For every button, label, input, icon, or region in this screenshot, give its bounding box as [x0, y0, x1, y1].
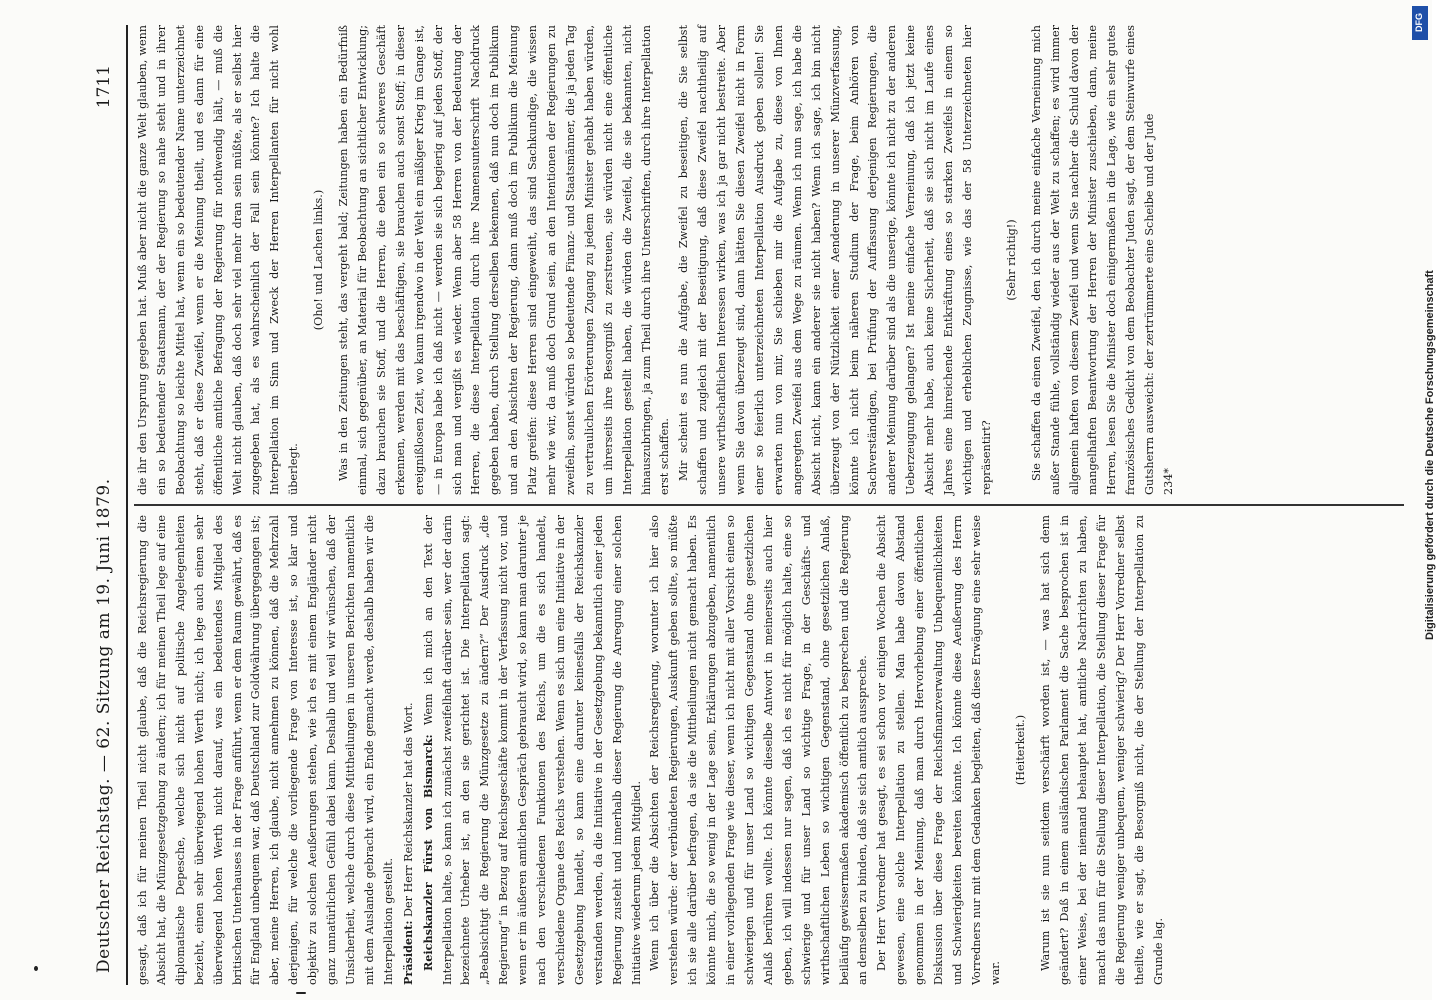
- paragraph: [419, 515, 647, 985]
- left-text-column: [134, 515, 1404, 985]
- speaker-name: Reichskanzler Fürst von Bismarck:: [420, 734, 435, 971]
- interjection: (Oho! und Lachen links.): [312, 189, 326, 331]
- paragraph-text: Wenn ich mich an den Text der Interpellation halte, so kann ich zunächst zweifelhaft darüber sein, wer der darin bezeichnete Urheber ist, an den sie gerichtet ist. Die Interpellation sagt: „Beabsichtigt die Regierung die Münzgesetze zu ändern?“ Der Ausdruck „die Regierung“ in Bezug auf Reichsgeschäfte kommt in der Verfassung nicht vor, und wenn er im äußeren amtlichen Gespräch gebraucht wird, so kann man darunter je nach den verschiedenen Funktionen des Reichs, um die es sich handelt, verschiedene Organe des Reichs verstehen. Wenn es sich um eine Initiative in der Gesetzgebung handelt, so kann eine darunter keinesfalls der Reichskanzler verstanden werden, da die Initiative in der Gesetzgebung bekanntlich einer jeden Regierung zusteht und innerhalb dieser Regierung die Anregung einer solchen Initiative wiederum jedem Mitglied.: [421, 514, 643, 985]
- paragraph-text: Der Herr Vorredner hat gesagt, es sei schon vor einigen Wochen die Absicht gewesen, eine solche Interpellation zu stellen. Man habe davon Abstand genommen in der Meinung, daß man durch Hervorhebung einer öffentlichen Diskussion über diese Frage der Reichsfinanzverwaltung Unbequemlichkeiten und Schwierigkeiten bereiten könnte. Ich könnte diese Aeußerung des Herrn Vorredners nur mit dem Gedanken begleiten, daß diese Erwägung eine sehr weise war.: [875, 515, 1002, 985]
- digitization-credit: Digitalisierung gefördert durch die Deutsche Forschungsgemeinschaft: [1424, 270, 1436, 640]
- header-rule: [126, 25, 128, 985]
- paragraph-text: 234*: [1162, 468, 1176, 495]
- page-number: 1711: [94, 65, 114, 109]
- scan-speck: [296, 992, 306, 994]
- paragraph: [1160, 25, 1179, 495]
- interjection: (Heiterkeit.): [1013, 714, 1027, 786]
- paragraph-text: Warum ist sie nun seitdem verschärft worden ist, — was hat sich denn geändert? Daß in einem ausländischen Parlament die Sache besprochen ist in einer Weise, bei der niemand behauptet hat, amtliche Nachrichten zu haben, macht das nun für die Stellung dieser Interpellation, die Stellung dieser Frage für die Regierung weniger unbequem, weniger schwierig? Der Herr Vorredner selbst theilte, wie er sagt, die Besorgniß nicht, die der Stellung der Interpellation zu Grunde lag.: [1038, 515, 1166, 985]
- paragraph: [134, 515, 399, 985]
- paragraph-text: die ihr den Ursprung gegeben hat. Muß aber nicht die ganze Welt glauben, wenn ein so bedeutender Staatsmann, der der Regierung so nahe steht und in ihrer Beobachtung so leichte Mittel hat, wenn ein so bedeutender Name unterzeichnet steht, daß er diese Zweifel, wenn er die Meinung theilt, und es dann für eine öffentliche amtliche Befragung der Regierung für nothwendig hält, — muß die Welt nicht glauben, daß doch sehr viel mehr dran sein müßte, als er selbst hier zugegeben hat, als es wahrscheinlich der Fall sein könnte? Ich halte die Interpellation im Sinn und Zweck der Herren Interpellanten für nicht wohl überlegt.: [136, 25, 301, 495]
- paragraph-text: Sie schaffen da einen Zweifel, den ich durch meine einfache Verneinung mich außer Stande fühle, vollständig wieder aus der Welt zu schaffen; es wird immer allgemein haften von diesem Zweifel und wenn Sie nachher die Schuld davon der mangelhaften Beantwortung der Herren der Minister zuschieben, dann, meine Herren, lesen Sie die Minister doch einigermaßen in die Lage, wie ein sehr gutes französisches Gedicht von dem Beobachter Juden sagt, der dem Steinwurfe eines Gutsherrn ausweicht: der zertrümmerte eine Scheibe und der Jude: [1029, 25, 1157, 495]
- paragraph-text: Was in den Zeitungen steht, das vergeht bald; Zeitungen haben ein Bedürfniß einmal, sich gegenüber, an Material für Beobachtung an sichtlicher Entwicklung; dazu brauchen sie Stoff, und die Herren, die eben ein so schweres Geschäft erkennen, werden mit das beschäftigen, sie brauchen auch sonst Stoff; in dieser ereignißlosen Zeit, wo kaum irgendwo in der Welt ein mäßiger Krieg im Gange ist, — in Europa habe ich daß nicht — werden sie sich begierig auf jeden Stoff, der sich man und vergißt es wieder. Wenn aber 58 Herren von der Bedeutung der Herren, die diese Interpellation durch ihre Namensunterschrift Nachdruck gegeben haben, durch Stellung derselben bekennen, daß nun doch im Publikum und an den Absichten der Regierung, dann muß doch im Publikum die Meinung Platz greifen: diese Herren sind eingeweiht, das sind Sachkundige, die wissen mehr wie wir, da muß doch Grund sein, an den Intentionen der Regierungen zu zweifeln, sonst würden so bedeutende Finanz- und Staatsmänner, die ja jeden Tag zu vertraulichen Erörterungen Zugang zu jedem Minister gehabt haben würden, um ihrerseits ihre Besorgniß zu zerstreuen, sie würden nicht eine öffentliche Interpellation gestellt haben, die würden die Zweifel, die sie bekannten, nicht hinauszubringen, ja zum Theil durch ihre Unterschriften, durch ihre Interpellation erst schaffen.: [337, 25, 672, 495]
- paragraph-text: Mir scheint es nun die Aufgabe, die Zweifel zu beseitigen, die Sie selbst schaffen und zugleich mit der Beseitigung, daß diese Zweifel nachtheilig auf unsere wirthschaftlichen Interessen wirken, was ich ja gar nicht bestreite. Aber wenn Sie davon überzeugt sind, dann hätten Sie diesen Zweifel nicht in Form einer so feierlich unterzeichneten Interpellation Ausdruck geben sollen! Sie erwarten nun von mir, Sie schieben mir die Aufgabe zu, diese von Ihnen angeregten Zweifel aus dem Wege zu räumen. Wenn ich nun sage, ich habe die Absicht nicht, kann ein anderer sie nicht haben? Wenn ich sage, ich bin nicht überzeugt von der Nützlichkeit einer Aenderung in unserer Münzverfassung, könnte ich nicht beim näheren Studium der Frage, beim Anhören von Sachverständigen, bei Prüfung der Auffassung derjenigen Regierungen, die anderer Meinung darüber sind als die unserige, könnte ich nicht zu der anderen Ueberzeugung gelangen? Ist meine einfache Verneinung, daß ich jetzt keine Absicht mehr habe, auch keine Sicherheit, daß sie sich nicht im Laufe eines Jahres eine hinreichende Entkräftung eines so starken Zweifels in einem so wichtigen und erheblichen Zeugnisse, wie das der 58 Unterzeichneten hier repräsentirt?: [677, 25, 993, 495]
- paragraph: [399, 515, 419, 985]
- running-title: Deutscher Reichstag. — 62. Sitzung am 19. Juni 1879.: [94, 478, 114, 973]
- paragraph: [134, 25, 304, 495]
- paragraph: [335, 25, 675, 495]
- rotated-document-page: [90, 25, 1420, 985]
- paragraph-text: gesagt, daß ich für meinen Theil nicht glaube, daß die Reichsregierung die Absicht hat, die Münzgesetzgebung zu ändern; ich für meinen Theil lege auf eine diplomatische Depesche, welche sich nicht auf politische Angelegenheiten bezieht, einen sehr überwiegend hohen Werth nicht; ich lege auch einen sehr überwiegend hohen Werth nicht darauf, was ein bedeutendes Mitglied des britischen Unterhauses in der Frage anführt, wenn er dem Raum gewährt, daß es für England unbequem war, daß Deutschland zur Goldwährung übergegangen ist; aber, meine Herren, ich glaube, nicht annehmen zu können, daß die Mehrzahl derjenigen, für welche die vorliegende Frage von Interesse ist, so klar und objektiv zu solchen Aeußerungen stehen, wie ich es mit einem Engländer nicht ganz unnatürlichen Gefühl dabei kann. Deshalb und weil wir wünschen, daß der Unsicherheit, welche durch diese Mittheilungen in unseren Berichten namentlich mit dem Auslande gebracht wird, ein Ende gemacht werde, deshalb haben wir die Interpellation gestellt.: [136, 515, 395, 985]
- digitization-sidebar: [1404, 40, 1436, 1000]
- dfg-logo: DFG: [1412, 6, 1428, 40]
- paragraph-text: Wenn ich über die Absichten der Reichsregierung, worunter ich hier also verstehen würde: der verbündeten Regierungen, Auskunft geben sollte, so müßte ich sie alle darüber befragen, da sie die Mittheilungen nicht gemacht haben. Es könnte mich, die so wenig in der Lage sein, Erklärungen abzugeben, namentlich in einer vorliegenden Frage wie dieser, wenn ich nicht mit aller Vorsicht einen so schwierigen und für unser Land so wichtigen Gegenstand ohne gesetzlichen Anlaß berühren wollte. Ich könnte dieselbe Antwort in meinerseits auch hier geben, ich will indessen nur sagen, daß ich es nicht für möglich halte, eine so schwierige und für unser Land so wichtige Frage, in der Geschäfts- und wirthschaftlichen Leben so wichtigen Gegenstand, ohne gesetzlichen Anlaß, beiläufig gewissermaßen akademisch öffentlich zu besprechen und die Regierung an demselben zu binden, daß sie sich amtlich ausspreche.: [648, 515, 870, 985]
- page-header: [90, 25, 124, 985]
- scan-speck: [34, 966, 38, 971]
- interjection: (Sehr richtig!): [1004, 219, 1018, 301]
- paragraph: [1028, 25, 1160, 495]
- speaker-name: Präsident:: [400, 920, 415, 985]
- paragraph: [675, 25, 996, 495]
- paragraph: [646, 515, 873, 985]
- paragraph: [1037, 515, 1169, 985]
- paragraph-text: Der Herr Reichskanzler hat das Wort.: [401, 702, 415, 921]
- paragraph: [873, 515, 1005, 985]
- column-divider: [134, 505, 1404, 507]
- right-text-column: [134, 25, 1404, 495]
